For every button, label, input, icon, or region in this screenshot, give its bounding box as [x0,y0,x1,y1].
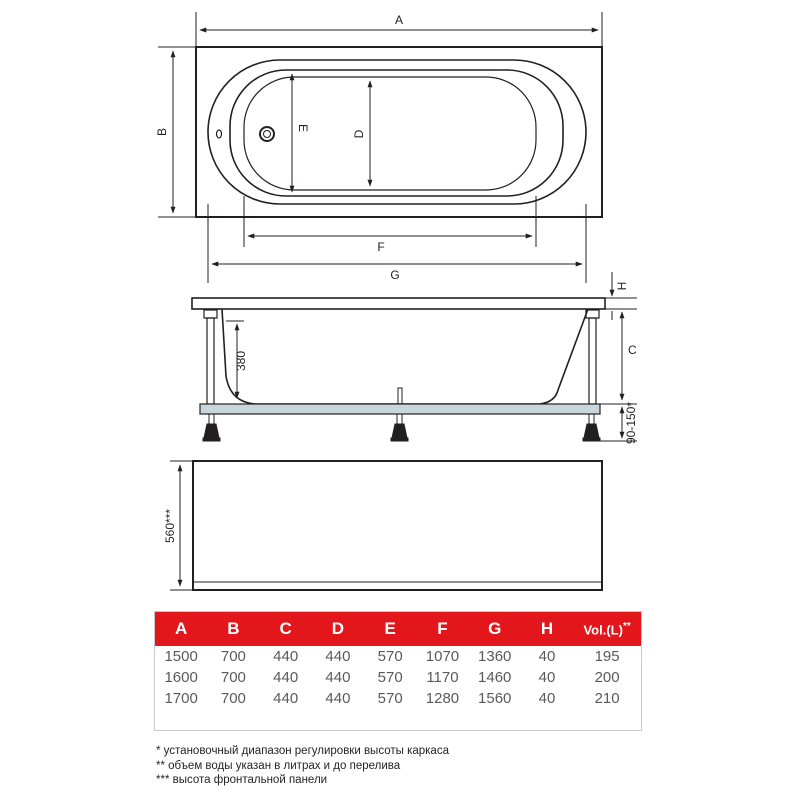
header-c: C [279,619,292,638]
dim-g-label: G [390,268,400,282]
dim-a-label: A [394,13,404,27]
dim-b-label: B [155,127,169,137]
footnote-3: *** высота фронтальной панели [156,774,328,786]
table-cell: 1460 [478,669,512,686]
header-f: F [437,619,448,638]
table-cell: 440 [273,690,299,707]
left-leg [207,318,214,404]
front-panel-view [170,461,602,590]
table-cell: 1170 [426,669,459,686]
dim-f-label: F [377,240,385,254]
foot-center [391,414,408,441]
header-vol-label: Vol.(L) [583,622,623,638]
table-cell: 1280 [425,690,460,707]
table-cell: 195 [594,648,620,665]
table-cell: 570 [377,648,403,665]
table-row [155,667,641,688]
drain-inner-icon [264,131,271,138]
dim-d-label: D [352,129,366,139]
table-cell: 570 [377,690,403,707]
dim-c-label: C [628,343,637,357]
table-cell: 40 [538,648,556,665]
table-cell: 440 [325,648,351,665]
header-vol-mark: ** [622,620,631,632]
front-panel [193,461,602,590]
table-cell: 440 [273,669,299,686]
table-cell: 1070 [425,648,460,665]
table-cell: 210 [594,690,620,707]
side-bowl [222,309,588,404]
table-row [155,688,641,709]
panel-height-label: 560*** [163,508,177,544]
table-cell: 1360 [478,648,512,665]
table-cell: 1700 [164,690,198,707]
table-cell: 40 [538,690,556,707]
tub-outer-rim [196,47,602,217]
depth-label: 380 [234,350,248,372]
table-cell: 200 [594,669,620,686]
header-a: A [174,619,188,638]
side-view [192,272,637,441]
header-d: D [331,619,345,638]
footnote-1: * установочный диапазон регулировки высоты каркаса [156,745,449,757]
table-cell: 440 [273,648,299,665]
foot-right [583,414,600,441]
center-post [398,388,402,404]
header-g: G [488,619,502,638]
right-leg [589,318,596,404]
header-e: E [384,619,396,638]
table-cell: 440 [325,690,351,707]
footnotes [156,744,449,788]
tub-bowl [230,70,563,196]
spec-table [154,611,642,731]
foot-left [203,414,220,441]
table-cell: 440 [325,669,351,686]
footnote-2: ** объем воды указан в литрах и до перелива [156,759,401,772]
table-cell: 40 [538,669,556,686]
dim-h-label: H [615,281,629,291]
header-vol [573,621,641,637]
table-cell: 1560 [478,690,512,707]
overflow-icon [217,130,222,138]
side-rim [192,298,605,309]
table-cell: 700 [220,690,246,707]
header-h: H [540,619,554,638]
drain-icon [260,127,274,141]
spec-table-header [155,612,641,646]
adjust-label: 90-150* [624,401,638,445]
table-cell: 1500 [164,648,198,665]
tub-bottom [244,77,536,190]
dim-e-label: E [296,123,310,133]
table-cell: 1600 [164,669,198,686]
table-cell: 700 [220,648,246,665]
header-b: B [227,619,240,638]
table-row [155,646,641,667]
table-cell: 700 [220,669,246,686]
frame-bar [200,404,600,414]
table-cell: 570 [377,669,403,686]
